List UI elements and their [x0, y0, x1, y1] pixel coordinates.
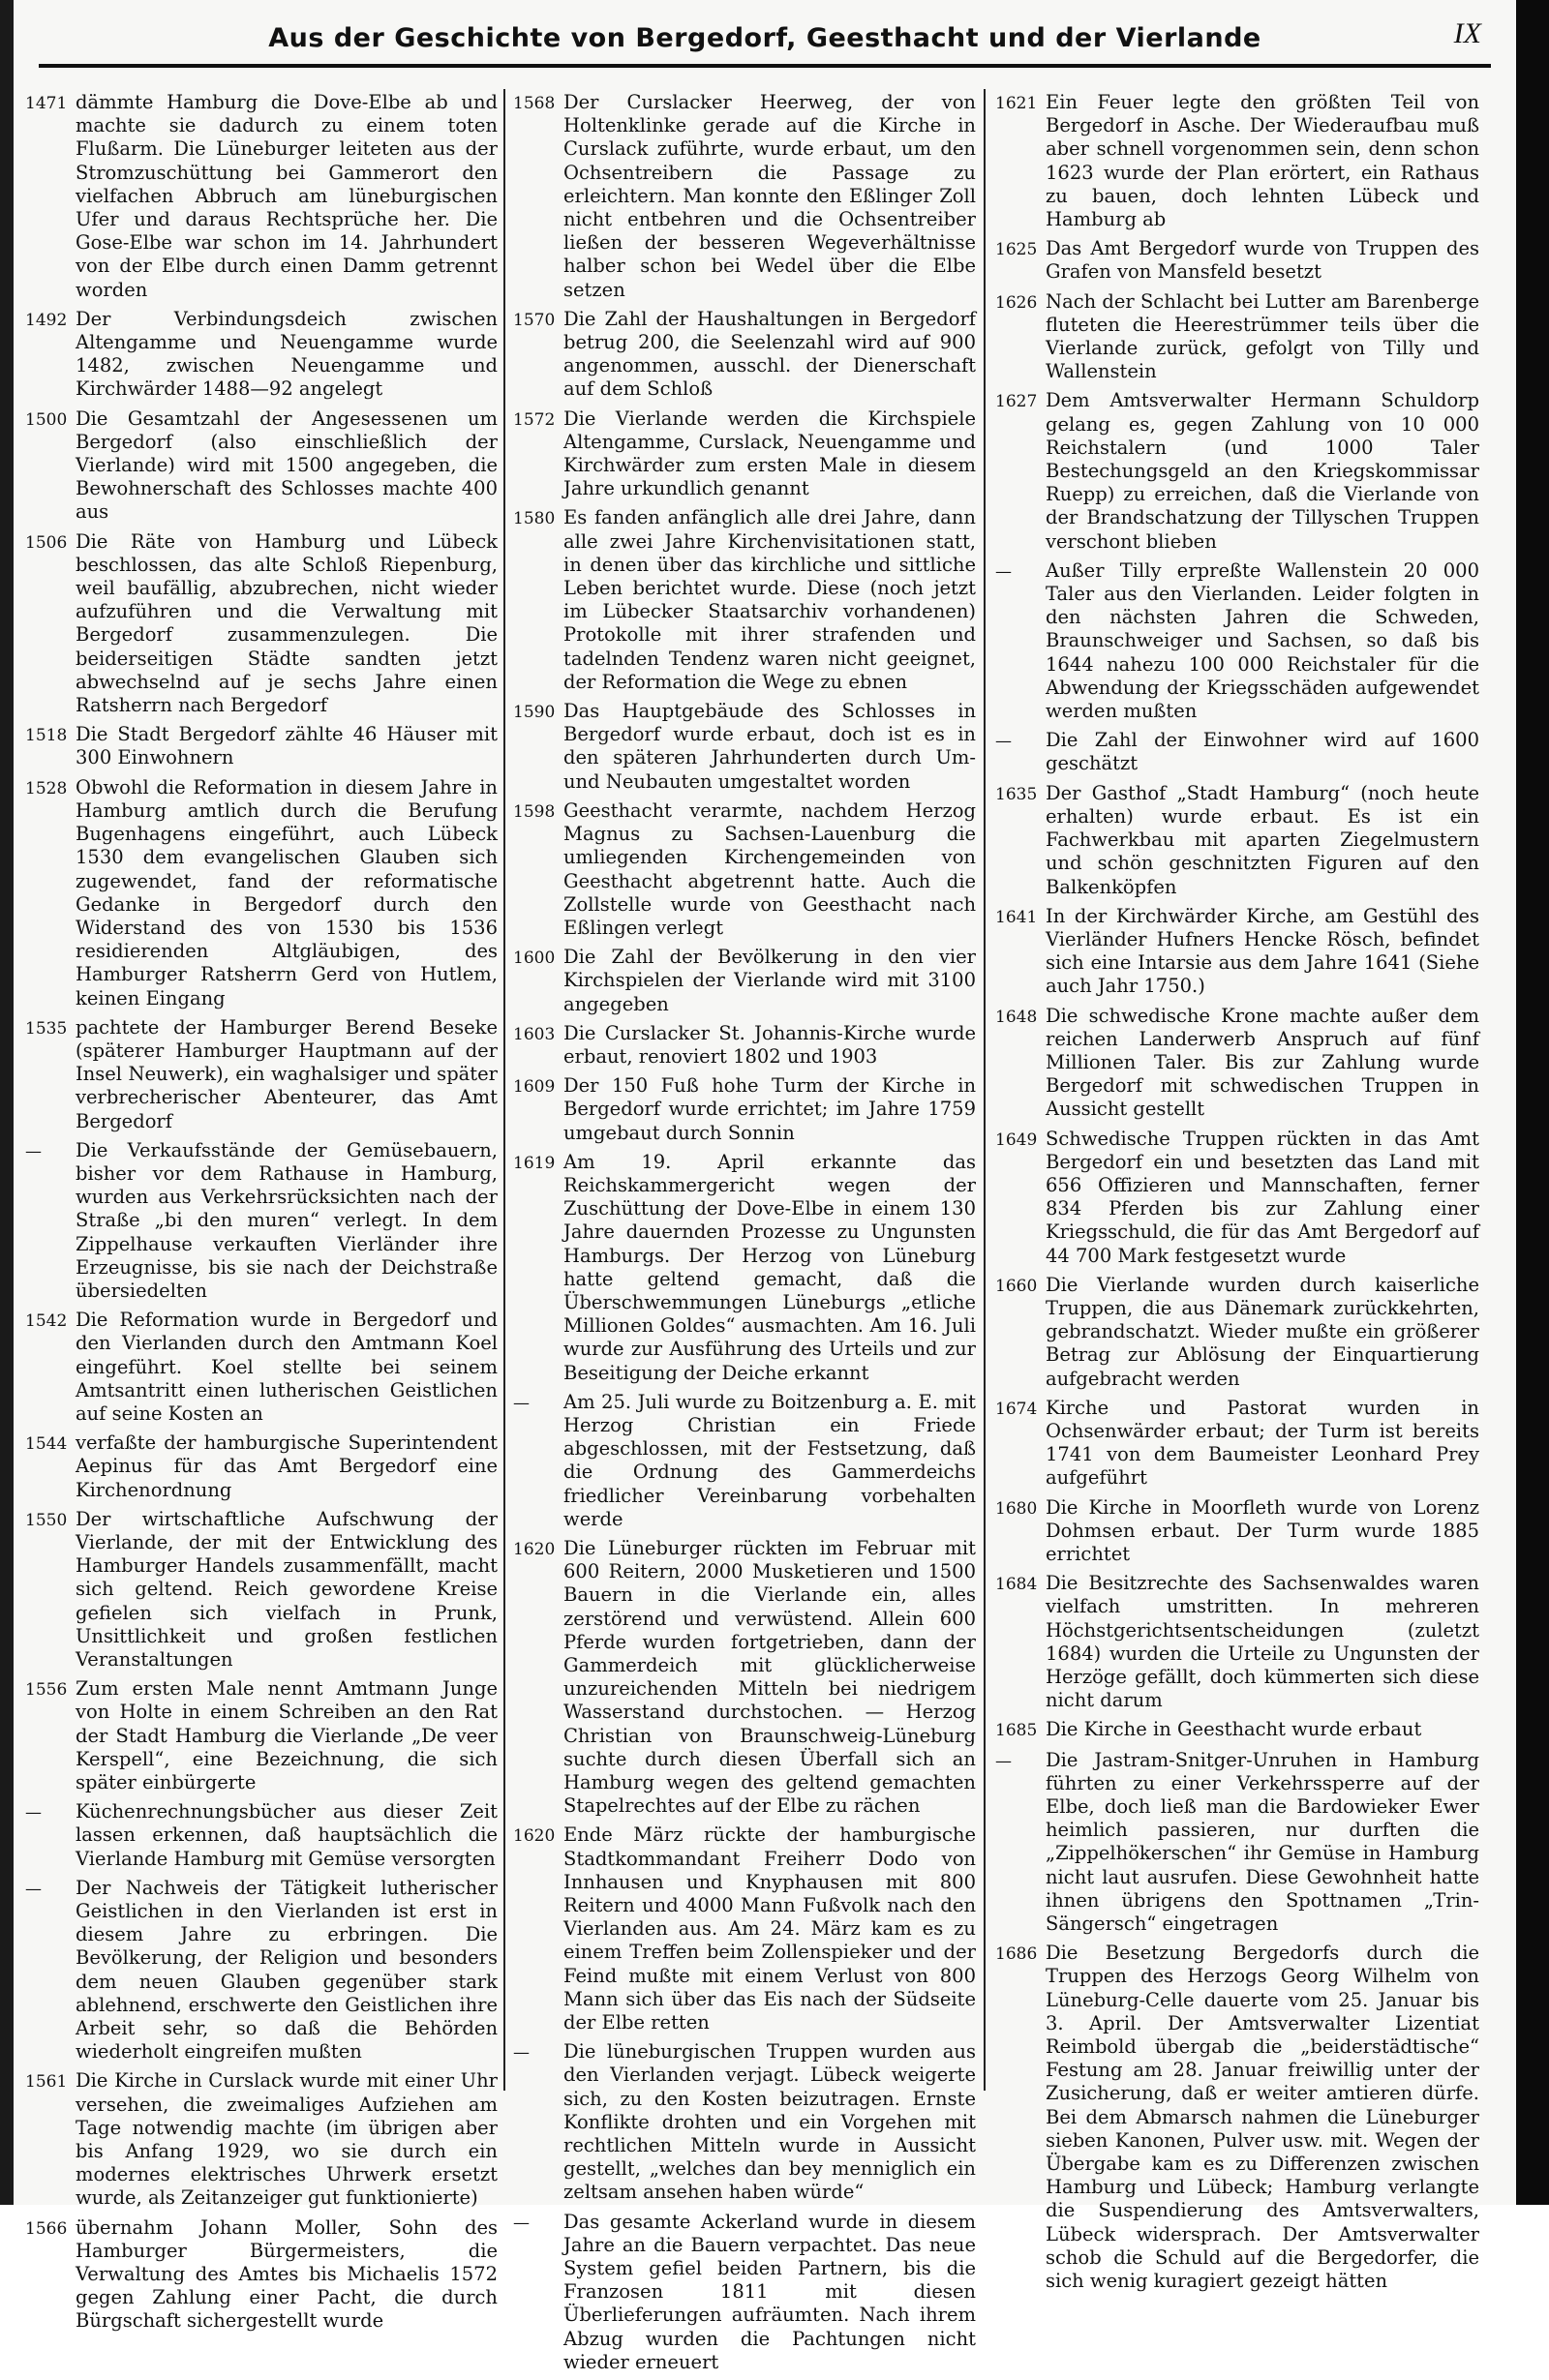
entry-text: Das gesamte Ackerland wurde in diesem Jahre an die Bauern verpachtet. Das neue System gefiel beiden Partnern, bis die Franzosen 1811 mit diesen Überlieferungen aufräumten. Nach ihrem Abzug wurden die Pachtungen nicht wieder erneuert [563, 2210, 976, 2373]
entry-year: 1542 [25, 1311, 68, 1332]
entry-year: 1561 [25, 2072, 68, 2093]
entry-text: Die Reformation wurde in Bergedorf und den Vierlanden durch den Amtmann Koel eingeführt. Koel stellte bei seinem Amtsantritt einen lutherischen Geistlichen auf seine Kosten an [76, 1309, 498, 1425]
chronicle-entry [513, 407, 976, 501]
entry-text: Die Curslacker St. Johannis-Kirche wurde erbaut, renoviert 1802 und 1903 [563, 1021, 976, 1068]
entry-year: 1528 [25, 778, 68, 798]
entry-text: Die lüneburgischen Truppen wurden aus den Vierlanden verjagt. Lübeck weigerte sich, zu den Kosten beizutragen. Ernste Konflikte drohten und ein Vorgehen mit rechtlichen Mitteln wurde in Aussicht gestellt, „welches dan bey menniglich ein zeltsam ansehen haben würde“ [563, 2040, 976, 2204]
entry-year: 1627 [995, 392, 1038, 412]
entry-text: Die Gesamtzahl der Angesessenen um Bergedorf (also einschließlich der Vierlande) wird mit 1500 angegeben, die Bewohnerschaft des Schlosses machte 400 aus [76, 407, 498, 524]
entry-year: — [513, 2043, 530, 2064]
entry-year: 1649 [995, 1130, 1038, 1150]
entry-year: 1568 [513, 94, 556, 113]
entry-text: In der Kirchwärder Kirche, am Gestühl des Vierländer Hufners Hencke Rösch, befindet sich eine Intarsie aus dem Jahre 1641 (Siehe auch Jahr 1750.) [1046, 904, 1479, 998]
chronicle-entry [995, 290, 1479, 384]
entry-year: 1598 [513, 801, 556, 822]
entry-text: Der Curslacker Heerweg, der von Holtenklinke gerade auf die Kirche in Curslack zuführte, wurde erbaut, um den Ochsentreibern die Passage zu erleichtern. Man konnte den Eßlinger Zoll nicht entbehren und die Ochsentreiber ließen der besseren Wegeverhältnisse halber schon bei Wedel über die Elbe setzen [563, 91, 976, 301]
chronicle-entry [25, 1677, 498, 1794]
chronicle-entry [995, 1274, 1479, 1391]
chronicle-entry [995, 389, 1479, 553]
entry-year: 1518 [25, 726, 68, 746]
entry-text: Es fanden anfänglich alle drei Jahre, dann alle zwei Jahre Kirchenvisitationen statt, in denen über das kirchliche und sittliche Leben berichtet wurde. Diese (noch jetzt im Lübecker Staatsarchiv vorhandenen) Protokolle mit ihrer strafenden und tadelnden Tendenz waren nicht geeignet, der Reformation die Wege zu ebnen [563, 506, 976, 693]
entry-year: 1686 [995, 1944, 1038, 1965]
entry-text: Die Stadt Bergedorf zählte 46 Häuser mit 300 Einwohnern [76, 723, 498, 769]
chronicle-entry [995, 782, 1479, 899]
entry-text: verfaßte der hamburgische Superintendent Aepinus für das Amt Bergedorf eine Kirchenordnung [76, 1431, 498, 1501]
entry-year: 1619 [513, 1153, 556, 1173]
entry-text: Die Besetzung Bergedorfs durch die Truppen des Herzogs Georg Wilhelm von Lüneburg-Celle dauerte vom 25. Januar bis 3. April. Der Amtsverwalter Lizentiat Reimbold übergab die „beiderstädtische“ Festung am 28. Januar freiwillig unter der Zusicherung, daß er weiter amtieren dürfe. Bei dem Abmarsch nahmen die Lüneburger sieben Kanonen, Pulver usw. mit. Wegen der Übergabe kam es zu Differenzen zwischen Hamburg und Lübeck; Hamburg verlangte die Suspendierung des Amtsverwalters, Lübeck widersprach. Der Amtsverwalter schob die Schuld auf die Bergedorfer, die sich wenig kuragiert gezeigt hätten [1046, 1942, 1479, 2293]
entry-text: Obwohl die Reformation in diesem Jahre in Hamburg amtlich durch die Berufung Bugenhagens eingeführt, auch Lübeck 1530 dem evangelischen Glauben sich zugewendet, fand der reformatische Gedanke in Bergedorf durch den Widerstand des von 1530 bis 1536 residierenden Altgläubigen, des Hamburger Ratsherrn Gerd von Hutlem, keinen Eingang [76, 775, 498, 1009]
entry-text: Der Verbindungsdeich zwischen Altengamme und Neuengamme wurde 1482, zwischen Neuengamme und Kirchwärder 1488—92 angelegt [76, 307, 498, 401]
chronicle-entry [995, 1718, 1479, 1742]
chronicle-entry [995, 1005, 1479, 1122]
entry-text: Die Vierlande wurden durch kaiserliche Truppen, die aus Dänemark zurückkehrten, gebrandschatzt. Wieder mußte ein größerer Betrag zur Ablösung der Einquartierung aufgebracht werden [1046, 1273, 1479, 1390]
chronicle-entry [513, 2040, 976, 2204]
entry-year: 1660 [995, 1276, 1038, 1296]
entry-text: Kirche und Pastorat wurden in Ochsenwärder erbaut; der Turm ist bereits 1741 von dem Baumeister Leonhard Prey aufgeführt [1046, 1396, 1479, 1490]
entry-text: Die Kirche in Curslack wurde mit einer Uhr versehen, die zweimaliges Aufziehen am Tage notwendig machte (im übrigen aber bis Anfang 1929, wo sie durch ein modernes elektrisches Uhrwerk ersetzt wurde, als Zeitanzeiger gut funktionierte) [76, 2069, 498, 2210]
entry-year: 1492 [25, 310, 68, 330]
chronicle-entry [25, 1800, 498, 1871]
entry-year: — [25, 1879, 42, 1899]
entry-year: — [513, 1393, 530, 1413]
scan-edge-right [1516, 0, 1549, 2205]
entry-year: 1556 [25, 1680, 68, 1701]
chronicle-entry [513, 700, 976, 794]
page-title: Aus der Geschichte von Bergedorf, Geesthacht und der Vierlande [268, 23, 1261, 53]
entry-year: — [513, 2213, 530, 2233]
entry-text: übernahm Johann Moller, Sohn des Hamburger Bürgermeisters, die Verwaltung des Amtes bis Michaelis 1572 gegen Zahlung einer Pacht, die durch Bürgschaft sichergestellt wurde [76, 2215, 498, 2333]
entry-year: 1603 [513, 1024, 556, 1044]
chronicle-entry [995, 1496, 1479, 1567]
entry-text: Die Verkaufsstände der Gemüsebauern, bisher vor dem Rathause in Hamburg, wurden aus Verkehrsrücksichten nach der Straße „bi den muren“ verlegt. In dem Zippelhause verkauften Vierländer ihre Erzeugnisse, bis sie nach der Deichstraße übersiedelten [76, 1138, 498, 1302]
entry-year: 1625 [995, 240, 1038, 260]
entry-year: 1500 [25, 409, 68, 430]
entry-text: Das Hauptgebäude des Schlosses in Bergedorf wurde erbaut, doch ist es in den späteren Jahrhunderten durch Um- und Neubauten umgestaltet worden [563, 700, 976, 793]
chronicle-entry [513, 506, 976, 694]
chronicle-entry [25, 407, 498, 525]
entry-year: 1626 [995, 292, 1038, 313]
chronicle-entry [995, 1572, 1479, 1712]
chronicle-entry [25, 1309, 498, 1426]
column-divider [503, 89, 505, 2091]
entry-year: 1506 [25, 532, 68, 553]
entry-text: Die Räte von Hamburg und Lübeck beschlossen, das alte Schloß Riepenburg, weil baufällig, abzubrechen, nicht wieder aufzuführen und die Verwaltung mit Bergedorf zusammenzulegen. Die beiderseitigen Städte sandten jetzt abwechselnd auf je sechs Jahre einen Ratsherrn nach Bergedorf [76, 529, 498, 717]
entry-year: 1535 [25, 1018, 68, 1039]
entry-text: Der Nachweis der Tätigkeit lutherischer Geistlichen in den Vierlanden ist erst in diesem Jahre zu erbringen. Die Bevölkerung, der Religion und besonders dem neuen Glauben gegenüber stark ablehnend, erschwerte den Geistlichen ihre Arbeit sehr, so daß die Behörden wiederholt eingreifen mußten [76, 1876, 498, 2064]
entry-text: Am 25. Juli wurde zu Boitzenburg a. E. mit Herzog Christian ein Friede abgeschlossen, mit der Festsetzung, daß die Ordnung des Gammerdeichs friedlicher Vereinbarung vorbehalten werde [563, 1390, 976, 1530]
column-2 [513, 91, 976, 2380]
entry-text: Die Kirche in Moorfleth wurde von Lorenz Dohmsen erbaut. Der Turm wurde 1885 errichtet [1046, 1495, 1479, 1565]
chronicle-entry [995, 729, 1479, 775]
entry-text: Geesthacht verarmte, nachdem Herzog Magnus zu Sachsen-Lauenburg die umliegenden Kirchengemeinden von Geesthacht abgetrennt hatte. Auch die Zollstelle wurde von Geesthacht nach Eßlingen verlegt [563, 798, 976, 939]
chronicle-entry [513, 1151, 976, 1385]
entry-year: — [995, 561, 1012, 582]
chronicle-entry [25, 1139, 498, 1303]
chronicle-entry [513, 2211, 976, 2374]
entry-year: 1635 [995, 784, 1038, 804]
entry-year: 1580 [513, 509, 556, 529]
chronicle-entry [513, 91, 976, 302]
entry-text: Küchenrechnungsbücher aus dieser Zeit lassen erkennen, daß hauptsächlich die Vierlande Hamburg mit Gemüse versorgten [76, 1800, 498, 1870]
entry-text: Der Gasthof „Stadt Hamburg“ (noch heute erhalten) wurde erbaut. Es ist ein Fachwerkbau mit aparten Ziegelmustern und schön geschnitzten Figuren auf den Balkenköpfen [1046, 781, 1479, 898]
entry-text: Der 150 Fuß hohe Turm der Kirche in Bergedorf wurde errichtet; im Jahre 1759 umgebaut durch Sonnin [563, 1074, 976, 1144]
chronicle-entry [995, 1128, 1479, 1268]
chronicle-entry [25, 776, 498, 1010]
entry-year: — [995, 732, 1012, 752]
entry-year: 1590 [513, 703, 556, 723]
chronicle-entry [995, 905, 1479, 999]
chronicle-entry [995, 1749, 1479, 1937]
entry-text: Außer Tilly erpreßte Wallenstein 20 000 Taler aus den Vierlanden. Leider folgten in den nächsten Jahren die Schweden, Braunschweiger und Sachsen, so daß bis 1644 nahezu 100 000 Reichstaler für die Abwendung der Kriegsschäden aufgewendet werden mußten [1046, 558, 1479, 723]
entry-year: 1621 [995, 94, 1038, 113]
entry-text: Der wirtschaftliche Aufschwung der Vierlande, der mit der Entwicklung des Hamburger Handels zusammenfällt, macht sich geltend. Reich gewordene Kreise gefielen sich vielfach in Prunk, Unsittlichkeit und großen festlichen Veranstaltungen [76, 1507, 498, 1671]
entry-year: 1620 [513, 1826, 556, 1847]
scan-edge-left [0, 0, 14, 2205]
chronicle-entry [995, 1942, 1479, 2293]
entry-text: Die Jastram-Snitger-Unruhen in Hamburg führten zu einer Verkehrssperre auf der Elbe, doch ließ man die Bardowieker Ewer heimlich passieren, nur durften die „Zippelhökerschen“ ihr Gemüse in Hamburg nicht laut ausrufen. Diese Gewohnheit hatte ihnen übrigens den Spottnamen „Trin-Sängersch“ eingetragen [1046, 1748, 1479, 1936]
chronicle-entry [513, 1537, 976, 1818]
entry-text: Die Lüneburger rückten im Februar mit 600 Reitern, 2000 Musketieren und 1500 Bauern in die Vierlande ein, alles zerstörend und verwüstend. Allein 600 Pferde wurden fortgetrieben, dann der Gammerdeich mit glücklicherweise unzureichenden Mitteln bei niedrigem Wasserstand durchstochen. — Herzog Christian von Braunschweig-Lüneburg suchte durch diesen Überfall sich an Hamburg wegen des geltend gemachten Stapelrechtes auf der Elbe zu rächen [563, 1536, 976, 1818]
entry-year: 1570 [513, 310, 556, 330]
entry-text: Ende März rückte der hamburgische Stadtkommandant Freiherr Dodo von Innhausen und Knyphausen mit 800 Reitern und 4000 Mann Fußvolk nach den Vierlanden aus. Am 24. März kam es zu einem Treffen beim Zollenspieker und der Feind mußte mit einem Verlust von 800 Mann sich über das Eis nach der Südseite der Elbe retten [563, 1823, 976, 2034]
chronicle-entry [513, 308, 976, 402]
entry-text: Nach der Schlacht bei Lutter am Barenberge fluteten die Heerestrümmer teils über die Vierlande zurück, gefolgt von Tilly und Wallenstein [1046, 289, 1479, 383]
chronicle-entry [25, 1877, 498, 2064]
chronicle-entry [513, 799, 976, 940]
entry-text: Die Vierlande werden die Kirchspiele Altengamme, Curslack, Neuengamme und Kirchwärder zum ersten Male in diesem Jahre urkundlich genannt [563, 407, 976, 500]
entry-text: Ein Feuer legte den größten Teil von Bergedorf in Asche. Der Wiederaufbau muß aber schnell vorgenommen sein, denn schon 1623 wurde der Plan erörtert, ein Rathaus zu bauen, doch lehnten Lübeck und Hamburg ab [1046, 91, 1479, 231]
entry-year: 1648 [995, 1007, 1038, 1027]
column-1 [25, 91, 498, 2339]
chronicle-entry [513, 1074, 976, 1145]
chronicle-entry [513, 1391, 976, 1531]
entry-year: — [25, 1803, 42, 1823]
entry-year: 1680 [995, 1498, 1038, 1519]
entry-year: 1600 [513, 949, 556, 969]
chronicle-entry [25, 1508, 498, 1672]
chronicle-entry [25, 1431, 498, 1502]
entry-text: Schwedische Truppen rückten in das Amt Bergedorf ein und besetzten das Land mit 656 Offizieren und Mannschaften, ferner 834 Pferden bis zur Zahlung einer Kriegsschuld, die für das Amt Bergedorf auf 44 700 Mark festgesetzt wurde [1046, 1127, 1479, 1267]
entry-year: — [25, 1141, 42, 1161]
entry-text: Die Besitzrechte des Sachsenwaldes waren vielfach umstritten. In mehreren Höchstgerichtsentscheidungen (zuletzt 1684) wurden die Urteile zu Ungunsten der Herzöge gefällt, doch kümmerten sich diese nicht darum [1046, 1572, 1479, 1712]
entry-text: dämmte Hamburg die Dove-Elbe ab und machte sie dadurch zu einem toten Flußarm. Die Lüneburger leiteten aus der Stromzuschüttung bei Gammerort den vielfachen Abbruch am lüneburgischen Ufer und daraus Rechtsprüche her. Die Gose-Elbe war schon im 14. Jahrhundert von der Elbe durch einen Damm getrennt worden [76, 91, 498, 301]
chronicle-entry [25, 723, 498, 769]
chronicle-entry [995, 1397, 1479, 1491]
entry-year: 1544 [25, 1434, 68, 1455]
entry-year: 1572 [513, 409, 556, 430]
entry-text: Dem Amtsverwalter Hermann Schuldorp gelang es, gegen Zahlung von 10 000 Reichstalern (und 1000 Taler Bestechungsgeld an den Kriegskommissar Ruepp) zu erreichen, daß die Vierlande von der Brandschatzung der Tillyschen Truppen verschont blieben [1046, 389, 1479, 553]
column-divider [984, 89, 986, 2091]
entry-year: 1609 [513, 1077, 556, 1098]
entry-year: 1674 [995, 1399, 1038, 1419]
chronicle-entry [25, 1016, 498, 1133]
entry-year: 1471 [25, 94, 68, 113]
entry-text: Am 19. April erkannte das Reichskammergericht wegen der Zuschüttung der Dove-Elbe in einem 130 Jahre dauernden Prozesse zu Ungunsten Hamburgs. Der Herzog von Lüneburg hatte geltend gemacht, daß die Überschwemmungen Lüneburgs „etliche Millionen Goldes“ ausmachten. Am 16. Juli wurde zur Ausführung des Urteils und zur Beseitigung der Deiche erkannt [563, 1150, 976, 1384]
chronicle-entry [25, 2216, 498, 2334]
chronicle-entry [25, 530, 498, 718]
entry-text: Die Kirche in Geesthacht wurde erbaut [1046, 1718, 1422, 1741]
chronicle-entry [995, 559, 1479, 723]
chronicle-entry [995, 237, 1479, 284]
entry-year: 1550 [25, 1510, 68, 1530]
entry-text: pachtete der Hamburger Berend Beseke (späterer Hamburger Hauptmann auf der Insel Neuwerk), ein waghalsiger und später verbrecherischer Abenteurer, das Amt Bergedorf [76, 1015, 498, 1132]
entry-year: 1684 [995, 1575, 1038, 1595]
entry-year: — [995, 1751, 1012, 1771]
chronicle-entry [25, 2069, 498, 2210]
chronicle-entry [513, 946, 976, 1016]
chronicle-entry [513, 1022, 976, 1069]
entry-text: Die Zahl der Einwohner wird auf 1600 geschätzt [1046, 729, 1479, 775]
chronicle-entry [25, 308, 498, 402]
chronicle-entry [25, 91, 498, 302]
entry-text: Die schwedische Krone machte außer dem reichen Landerwerb Anspruch auf fünf Millionen Taler. Bis zur Zahlung wurde Bergedorf mit schwedischen Truppen in Aussicht gestellt [1046, 1004, 1479, 1121]
entry-year: 1566 [25, 2218, 68, 2239]
column-3 [995, 91, 1479, 2299]
page-number: IX [1453, 17, 1481, 49]
chronicle-entry [995, 91, 1479, 231]
header-rule [39, 64, 1491, 68]
entry-year: 1620 [513, 1539, 556, 1559]
entry-text: Die Zahl der Haushaltungen in Bergedorf betrug 200, die Seelenzahl wird auf 900 angenommen, ausschl. der Dienerschaft auf dem Schloß [563, 307, 976, 401]
entry-year: 1641 [995, 907, 1038, 927]
entry-text: Zum ersten Male nennt Amtmann Junge von Holte in einem Schreiben an den Rat der Stadt Hamburg die Vierlande „De veer Kerspell“, eine Bezeichnung, die sich später einbürgerte [76, 1677, 498, 1794]
entry-text: Das Amt Bergedorf wurde von Truppen des Grafen von Mansfeld besetzt [1046, 237, 1479, 284]
entry-text: Die Zahl der Bevölkerung in den vier Kirchspielen der Vierlande wird mit 3100 angegeben [563, 946, 976, 1015]
chronicle-entry [513, 1823, 976, 2034]
entry-year: 1685 [995, 1721, 1038, 1741]
page-header [39, 15, 1491, 83]
